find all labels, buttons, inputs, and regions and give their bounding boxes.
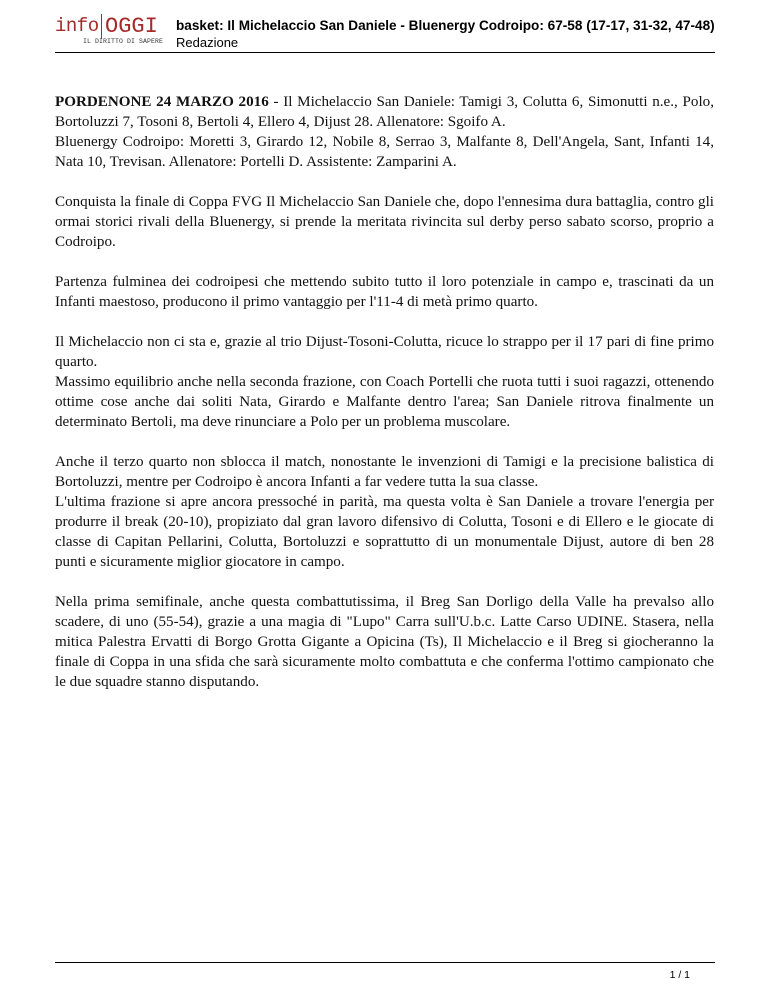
- lineup-away: Bluenergy Codroipo: Moretti 3, Girardo 12, Nobile 8, Serrao 3, Malfante 8, Dell'Angela, Sant, Infanti 14, Nata 10, Trevisan. Allenatore: Portelli D. Assistente: Zamparini A.: [55, 134, 714, 170]
- lineup-home: - Il Michelaccio San Daniele: Tamigi 3, Colutta 6, Simonutti n.e., Polo, Bortoluzzi 7, Tosoni 8, Bertoli 4, Ellero 4, Dijust 28. Allenatore: Sgoifo A.: [55, 94, 714, 130]
- article-body: [55, 92, 714, 712]
- paragraph-final-quarter: L'ultima frazione si apre ancora pressoché in parità, ma questa volta è San Daniele a trovare l'energia per produrre il break (20-10), propiziato dal gran lavoro difensivo di Colutta, Tosoni e di Ellero e le giocate di classe di Capitan Pellarini, Colutta, Bortoluzzi e soprattutto di un monumentale Dijust, autore di ben 28 punti e sicuramente miglior giocatore in campo.: [55, 494, 714, 570]
- paragraph-first-quarter: Il Michelaccio non ci sta e, grazie al trio Dijust-Tosoni-Colutta, ricuce lo strappo per il 17 pari di fine primo quarto.: [55, 334, 714, 370]
- logo-tagline: IL DIRITTO DI SAPERE: [83, 38, 164, 45]
- page-number: 1 / 1: [669, 969, 690, 981]
- footer-divider: [55, 962, 715, 963]
- header-text: [176, 18, 715, 50]
- paragraph-intro: Conquista la finale di Coppa FVG Il Michelaccio San Daniele che, dopo l'ennesima dura battaglia, contro gli ormai storici rivali della Bluenergy, si prende la meritata rivincita sul derby perso sabato scorso, proprio a Codroipo.: [55, 194, 714, 250]
- paragraph-start: Partenza fulminea dei codroipesi che mettendo subito tutto il loro potenziale in campo e, trascinati da un Infanti maestoso, producono il primo vantaggio per l'11-4 di metà primo quarto.: [55, 274, 714, 310]
- lineup-paragraph-1: [55, 92, 714, 132]
- paragraph-semifinal: Nella prima semifinale, anche questa combattutissima, il Breg San Dorligo della Valle ha prevalso allo scadere, di uno (55-54), grazie a una magia di "Lupo" Carra sull'U.b.c. Latte Carso UDINE. Stasera, nella mitica Palestra Ervatti di Borgo Grotta Gigante a Opicina (Ts), Il Michelaccio e il Breg si giocheranno la finale di Coppa in una sfida che sarà sicuramente molto combattuta e che conferma l'ottimo campionato che le due squadre stanno disputando.: [55, 594, 714, 690]
- dateline: PORDENONE 24 MARZO 2016: [55, 94, 269, 110]
- header-divider: [55, 52, 715, 53]
- paragraph-third-quarter: Anche il terzo quarto non sblocca il match, nonostante le invenzioni di Tamigi e la precisione balistica di Bortoluzzi, mentre per Codroipo è ancora Infanti a far vedere tutta la sua classe.: [55, 454, 714, 490]
- page-header: [55, 14, 715, 50]
- article-author: Redazione: [176, 35, 239, 50]
- paragraph-second-quarter: Massimo equilibrio anche nella seconda frazione, con Coach Portelli che ruota tutti i suoi ragazzi, ottenendo ottime cose anche dai soliti Nata, Girardo e Malfante dentro l'area; San Daniele ritrova finalmente un determinato Bertoli, ma deve rinunciare a Polo per un problema muscolare.: [55, 374, 714, 430]
- logo-info-text: info: [55, 15, 99, 37]
- infooggi-logo[interactable]: [55, 14, 167, 48]
- logo-oggi-text: OGGI: [101, 14, 158, 39]
- article-title: basket: Il Michelaccio San Daniele - Bluenergy Codroipo: 67-58 (17-17, 31-32, 47-48): [176, 18, 715, 33]
